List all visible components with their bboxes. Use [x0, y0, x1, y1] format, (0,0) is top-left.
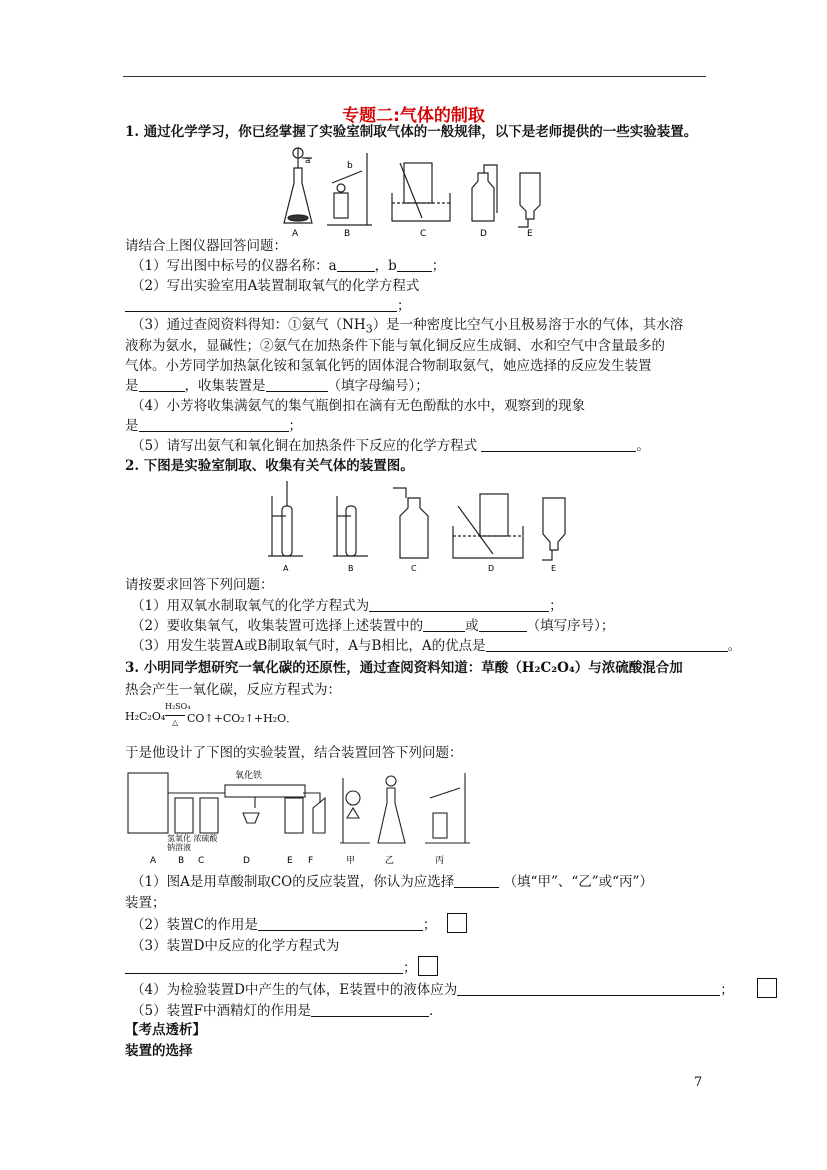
q1-part3-line2: 液称为氨水，显碱性；②氨气在加热条件下能与氧化铜反应生成铜、水和空气中含量最多的	[125, 338, 665, 354]
q3-part3-answer: ；	[125, 958, 417, 978]
q2-apparatus-figure	[258, 476, 578, 576]
q3-label-jia: 甲	[346, 856, 356, 866]
q3-label-C: C	[198, 856, 205, 866]
q3-apparatus-figure	[125, 763, 485, 868]
label-D: D	[480, 229, 487, 238]
q2-label-E: E	[551, 564, 557, 573]
answer-box[interactable]	[447, 913, 467, 933]
analysis-heading: 【考点透析】	[125, 1022, 206, 1038]
q1-part2-answer: ；	[125, 296, 411, 316]
eq-right: CO↑+CO₂↑+H₂O．	[187, 712, 298, 725]
q1-part4: （4）小芳将收集满氨气的集气瓶倒扣在滴有无色酚酞的水中，观察到的现象	[131, 398, 586, 414]
q2-part2: （2）要收集氧气，收集装置可选择上述装置中的 或 （填写序号）；	[131, 618, 615, 634]
eq-left: H₂C₂O₄	[125, 710, 166, 723]
q1-part5: （5）请写出氨气和氧化铜在加热条件下反应的化学方程式 。	[131, 438, 650, 454]
q3-prompt: 于是他设计了下图的实验装置，结合装置回答下列问题：	[125, 745, 463, 761]
q3-intro-line1: 3. 小明同学想研究一氧化碳的还原性，通过查阅资料知道：草酸（H₂C₂O₄）与浓硫酸混合加	[125, 660, 683, 676]
q1-intro: 1. 通过化学学习，你已经掌握了实验室制取气体的一般规律，以下是老师提供的一些实验装置。	[125, 124, 698, 140]
q3-part3: （3）装置D中反应的化学方程式为	[131, 938, 340, 954]
label-B: B	[344, 229, 351, 238]
header-rule	[123, 76, 706, 77]
q2-part3: （3）用发生装置A或B制取氧气时，A与B相比，A的优点是 。	[131, 638, 742, 654]
q1-prompt: 请结合上图仪器回答问题：	[125, 238, 287, 254]
q3-part5: （5）装置F中酒精灯的作用是 ．	[131, 1003, 443, 1019]
section-subtitle: 装置的选择	[125, 1043, 193, 1059]
q2-prompt: 请按要求回答下列问题：	[125, 577, 274, 593]
page-number: 7	[694, 1075, 703, 1090]
eq-arrow-line	[165, 715, 185, 716]
q1-apparatus-figure	[272, 143, 557, 238]
q1-part4-answer: 是 ；	[125, 418, 302, 434]
q1-part2: （2）写出实验室用A装置制取氧气的化学方程式	[131, 278, 420, 294]
answer-box[interactable]	[418, 956, 438, 976]
q1-part3-line4: 是 ，收集装置是 （填字母编号）；	[125, 378, 429, 394]
q3-part1: （1）图A是用草酸制取CO的反应装置，你认为应选择 （填“甲”、“乙”或“丙”）	[131, 874, 653, 890]
label-iron-oxide: 氧化铁	[235, 771, 263, 781]
q3-equation	[125, 700, 325, 740]
q2-label-C: C	[411, 564, 417, 573]
label-a: a	[305, 156, 311, 166]
label-C: C	[420, 229, 427, 238]
q3-part1-cont: 装置；	[125, 895, 166, 911]
q3-intro-line2: 热会产生一氧化碳，反应方程式为：	[125, 682, 341, 698]
eq-condition-top: H₂SO₄	[165, 702, 191, 711]
q3-label-B: B	[178, 856, 185, 866]
label-A: A	[292, 229, 299, 238]
label-naoh-h2so4: 氢氧化 浓硫酸	[167, 834, 218, 843]
q2-part1: （1）用双氧水制取氧气的化学方程式为 ；	[131, 598, 563, 614]
q3-label-A: A	[150, 856, 157, 866]
label-b: b	[347, 161, 353, 171]
q2-label-B: B	[348, 564, 354, 573]
page-title: 专题二:气体的制取	[342, 106, 485, 126]
q3-label-E: E	[287, 856, 293, 866]
q2-label-D: D	[488, 564, 495, 573]
q3-label-yi: 乙	[385, 856, 395, 866]
q3-label-D: D	[243, 856, 250, 866]
label-solution: 钠溶液	[167, 843, 191, 852]
q3-part2: （2）装置C的作用是 ；	[131, 917, 437, 933]
q1-part3-line1: （3）通过查阅资料得知：①氨气$(NH_3)$是一种密度比空气小且极易溶于水的气体，其水溶	[131, 317, 684, 336]
q2-intro: 2. 下图是实验室制取、收集有关气体的装置图。	[125, 458, 414, 474]
q3-label-F: F	[308, 856, 314, 866]
answer-box[interactable]	[757, 978, 777, 998]
q3-part4: （4）为检验装置D中产生的气体，E装置中的液体应为 ；	[131, 982, 734, 998]
q2-label-A: A	[283, 564, 289, 573]
label-E: E	[527, 229, 533, 238]
q3-label-bing: 丙	[435, 856, 445, 866]
q1-part3-line3: 气体。小芳同学加热氯化铵和氢氧化钙的固体混合物制取氨气，她应选择的反应发生装置	[125, 358, 652, 374]
eq-condition-bottom: △	[172, 718, 179, 727]
q1-part1: （1）写出图中标号的仪器名称：a ，b ；	[131, 258, 446, 274]
